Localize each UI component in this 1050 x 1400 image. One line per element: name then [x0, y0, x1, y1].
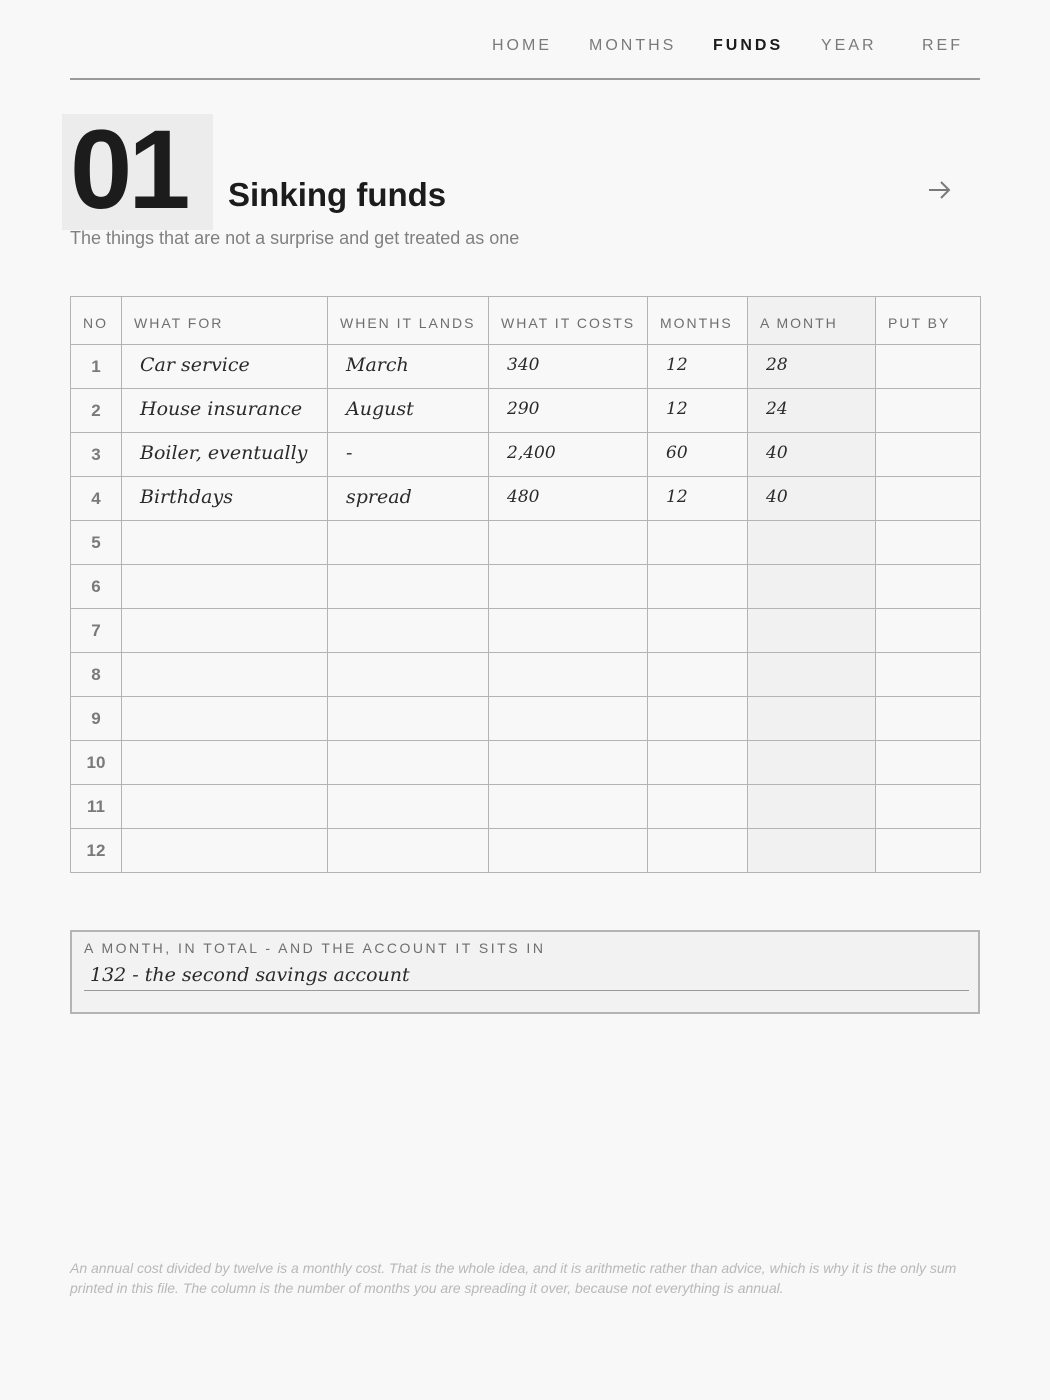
cell-a-month[interactable] [748, 609, 876, 653]
cell-when-it-lands-value: March [346, 353, 409, 376]
cell-what-for-value [122, 838, 140, 860]
section-number: 01 [70, 107, 187, 232]
monthly-total-box [70, 930, 980, 1014]
cell-a-month-value [748, 575, 766, 595]
cell-when-it-lands-value [328, 618, 346, 640]
cell-what-for-value [122, 618, 140, 640]
cell-a-month[interactable] [748, 741, 876, 785]
table-row [71, 433, 981, 477]
cell-put-by[interactable] [876, 521, 981, 565]
cell-no: 3 [71, 433, 122, 477]
cell-when-it-lands[interactable] [328, 345, 489, 389]
cell-what-for[interactable] [122, 697, 328, 741]
header-when-it-lands: WHEN IT LANDS [328, 297, 489, 345]
cell-what-for[interactable] [122, 389, 328, 433]
cell-when-it-lands-value: - [346, 441, 353, 464]
cell-a-month-value: 28 [766, 354, 788, 375]
arrow-right-icon[interactable] [924, 175, 954, 205]
cell-months[interactable] [648, 609, 748, 653]
cell-what-it-costs[interactable] [489, 565, 648, 609]
cell-no: 7 [71, 609, 122, 653]
cell-months[interactable] [648, 389, 748, 433]
cell-when-it-lands-value: spread [346, 485, 412, 508]
monthly-total-field[interactable] [84, 964, 969, 991]
table-row [71, 389, 981, 433]
monthly-total-value: 132 - the second savings account [90, 964, 410, 986]
cell-when-it-lands[interactable] [328, 653, 489, 697]
cell-what-for[interactable] [122, 521, 328, 565]
cell-months[interactable] [648, 653, 748, 697]
cell-put-by-value [876, 575, 894, 595]
cell-months-value [648, 839, 666, 859]
cell-a-month[interactable] [748, 477, 876, 521]
cell-what-for-value: Boiler, eventually [140, 441, 308, 464]
cell-months[interactable] [648, 741, 748, 785]
table-row [71, 609, 981, 653]
table-header-row [71, 297, 981, 345]
cell-a-month-value [748, 707, 766, 727]
cell-a-month[interactable] [748, 345, 876, 389]
cell-put-by[interactable] [876, 433, 981, 477]
cell-a-month[interactable] [748, 521, 876, 565]
cell-no: 8 [71, 653, 122, 697]
table-row [71, 653, 981, 697]
cell-put-by-value [876, 663, 894, 683]
cell-a-month[interactable] [748, 565, 876, 609]
cell-when-it-lands-value [328, 662, 346, 684]
table-row [71, 741, 981, 785]
cell-when-it-lands[interactable] [328, 433, 489, 477]
cell-what-it-costs-value [489, 663, 507, 683]
cell-months[interactable] [648, 433, 748, 477]
cell-put-by-value [876, 443, 894, 463]
cell-a-month-value [748, 751, 766, 771]
cell-what-for-value [122, 574, 140, 596]
header-what-it-costs: WHAT IT COSTS [489, 297, 648, 345]
cell-when-it-lands-value [328, 574, 346, 596]
table-row [71, 785, 981, 829]
cell-when-it-lands[interactable] [328, 477, 489, 521]
cell-months-value [648, 619, 666, 639]
cell-what-it-costs-value [489, 531, 507, 551]
cell-put-by-value [876, 531, 894, 551]
cell-a-month-value [748, 663, 766, 683]
cell-what-for[interactable] [122, 741, 328, 785]
cell-put-by[interactable] [876, 565, 981, 609]
cell-a-month[interactable] [748, 785, 876, 829]
table-row [71, 697, 981, 741]
cell-months-value: 12 [666, 398, 688, 419]
cell-months-value [648, 663, 666, 683]
table-row [71, 521, 981, 565]
cell-when-it-lands-value [328, 706, 346, 728]
cell-what-it-costs[interactable] [489, 433, 648, 477]
cell-no: 6 [71, 565, 122, 609]
nav-home[interactable]: HOME [492, 37, 552, 54]
cell-when-it-lands-value [328, 530, 346, 552]
cell-what-it-costs-value: 2,400 [507, 442, 556, 463]
cell-a-month-value: 24 [766, 398, 788, 419]
cell-months-value [648, 531, 666, 551]
cell-months[interactable] [648, 785, 748, 829]
cell-a-month-value [748, 531, 766, 551]
cell-put-by[interactable] [876, 741, 981, 785]
cell-what-it-costs[interactable] [489, 741, 648, 785]
cell-what-it-costs[interactable] [489, 653, 648, 697]
monthly-total-label: A MONTH, IN TOTAL - AND THE ACCOUNT IT SITS IN [84, 940, 546, 956]
cell-what-it-costs-value: 290 [507, 398, 540, 419]
cell-months[interactable] [648, 697, 748, 741]
cell-when-it-lands-value: August [346, 397, 414, 420]
cell-when-it-lands[interactable] [328, 521, 489, 565]
top-nav [70, 0, 980, 80]
cell-when-it-lands[interactable] [328, 697, 489, 741]
cell-what-for-value: Car service [140, 353, 250, 376]
cell-what-for[interactable] [122, 829, 328, 873]
cell-when-it-lands[interactable] [328, 785, 489, 829]
cell-what-it-costs[interactable] [489, 345, 648, 389]
table-row [71, 565, 981, 609]
cell-months-value [648, 707, 666, 727]
cell-no: 9 [71, 697, 122, 741]
cell-months-value: 12 [666, 354, 688, 375]
header-what-for: WHAT FOR [122, 297, 328, 345]
cell-what-for[interactable] [122, 609, 328, 653]
cell-what-it-costs-value [489, 619, 507, 639]
cell-months[interactable] [648, 345, 748, 389]
cell-a-month[interactable] [748, 389, 876, 433]
cell-what-it-costs[interactable] [489, 389, 648, 433]
cell-what-for[interactable] [122, 477, 328, 521]
cell-what-it-costs-value [489, 707, 507, 727]
cell-months[interactable] [648, 521, 748, 565]
cell-what-it-costs[interactable] [489, 521, 648, 565]
cell-what-for-value [122, 794, 140, 816]
cell-no: 10 [71, 741, 122, 785]
cell-what-it-costs-value [489, 575, 507, 595]
cell-months-value [648, 751, 666, 771]
table-row [71, 477, 981, 521]
cell-what-for[interactable] [122, 785, 328, 829]
cell-a-month-value [748, 795, 766, 815]
cell-what-for-value [122, 706, 140, 728]
cell-a-month-value [748, 619, 766, 639]
header-months: MONTHS [648, 297, 748, 345]
cell-months[interactable] [648, 477, 748, 521]
cell-put-by[interactable] [876, 785, 981, 829]
cell-a-month-value: 40 [766, 442, 788, 463]
cell-no: 1 [71, 345, 122, 389]
cell-put-by-value [876, 619, 894, 639]
header-put-by: PUT BY [876, 297, 981, 345]
cell-months[interactable] [648, 565, 748, 609]
cell-no: 4 [71, 477, 122, 521]
cell-a-month[interactable] [748, 697, 876, 741]
cell-what-for-value: Birthdays [140, 485, 233, 508]
cell-what-for[interactable] [122, 653, 328, 697]
cell-months[interactable] [648, 829, 748, 873]
cell-put-by-value [876, 487, 894, 507]
cell-put-by-value [876, 795, 894, 815]
cell-no: 5 [71, 521, 122, 565]
sinking-funds-table [70, 296, 981, 873]
table-row [71, 829, 981, 873]
cell-no: 12 [71, 829, 122, 873]
cell-a-month[interactable] [748, 829, 876, 873]
cell-put-by[interactable] [876, 653, 981, 697]
cell-months-value: 12 [666, 486, 688, 507]
cell-what-it-costs[interactable] [489, 697, 648, 741]
cell-put-by[interactable] [876, 829, 981, 873]
cell-when-it-lands[interactable] [328, 389, 489, 433]
cell-what-it-costs-value: 340 [507, 354, 540, 375]
cell-what-for-value: House insurance [140, 397, 303, 420]
cell-what-for[interactable] [122, 345, 328, 389]
cell-when-it-lands-value [328, 794, 346, 816]
cell-what-it-costs-value [489, 839, 507, 859]
cell-what-it-costs[interactable] [489, 785, 648, 829]
cell-a-month-value: 40 [766, 486, 788, 507]
cell-what-for[interactable] [122, 433, 328, 477]
cell-what-it-costs[interactable] [489, 829, 648, 873]
cell-when-it-lands-value [328, 750, 346, 772]
cell-months-value [648, 795, 666, 815]
cell-a-month[interactable] [748, 653, 876, 697]
header-no: NO [71, 297, 122, 345]
cell-what-it-costs-value: 480 [507, 486, 540, 507]
table-row [71, 345, 981, 389]
nav-funds[interactable]: FUNDS [713, 37, 784, 54]
cell-when-it-lands[interactable] [328, 829, 489, 873]
cell-no: 2 [71, 389, 122, 433]
cell-what-for-value [122, 530, 140, 552]
cell-put-by-value [876, 707, 894, 727]
nav-year[interactable]: YEAR [821, 37, 877, 54]
cell-put-by-value [876, 751, 894, 771]
header-a-month: A MONTH [748, 297, 876, 345]
cell-when-it-lands[interactable] [328, 565, 489, 609]
cell-put-by[interactable] [876, 345, 981, 389]
cell-what-for-value [122, 662, 140, 684]
cell-months-value [648, 575, 666, 595]
page-subtitle: The things that are not a surprise and get treated as one [70, 228, 520, 248]
cell-put-by-value [876, 399, 894, 419]
cell-put-by-value [876, 839, 894, 859]
page-title: Sinking funds [228, 176, 447, 213]
cell-put-by-value [876, 355, 894, 375]
cell-what-it-costs[interactable] [489, 609, 648, 653]
cell-put-by[interactable] [876, 477, 981, 521]
cell-what-for[interactable] [122, 565, 328, 609]
cell-no: 11 [71, 785, 122, 829]
nav-months[interactable]: MONTHS [589, 37, 677, 54]
nav-ref[interactable]: REF [922, 37, 963, 54]
cell-when-it-lands-value [328, 838, 346, 860]
cell-what-it-costs[interactable] [489, 477, 648, 521]
cell-what-it-costs-value [489, 795, 507, 815]
cell-put-by[interactable] [876, 697, 981, 741]
cell-months-value: 60 [666, 442, 688, 463]
cell-what-for-value [122, 750, 140, 772]
cell-when-it-lands[interactable] [328, 741, 489, 785]
cell-a-month-value [748, 839, 766, 859]
cell-put-by[interactable] [876, 609, 981, 653]
cell-put-by[interactable] [876, 389, 981, 433]
cell-what-it-costs-value [489, 751, 507, 771]
cell-when-it-lands[interactable] [328, 609, 489, 653]
footnote: An annual cost divided by twelve is a monthly cost. That is the whole idea, and it is arithmetic rather than advice, which is why it is the only sum printed in this file. The column is the number of months you are spreading it over, because not everything is annual. [70, 1260, 957, 1296]
cell-a-month[interactable] [748, 433, 876, 477]
